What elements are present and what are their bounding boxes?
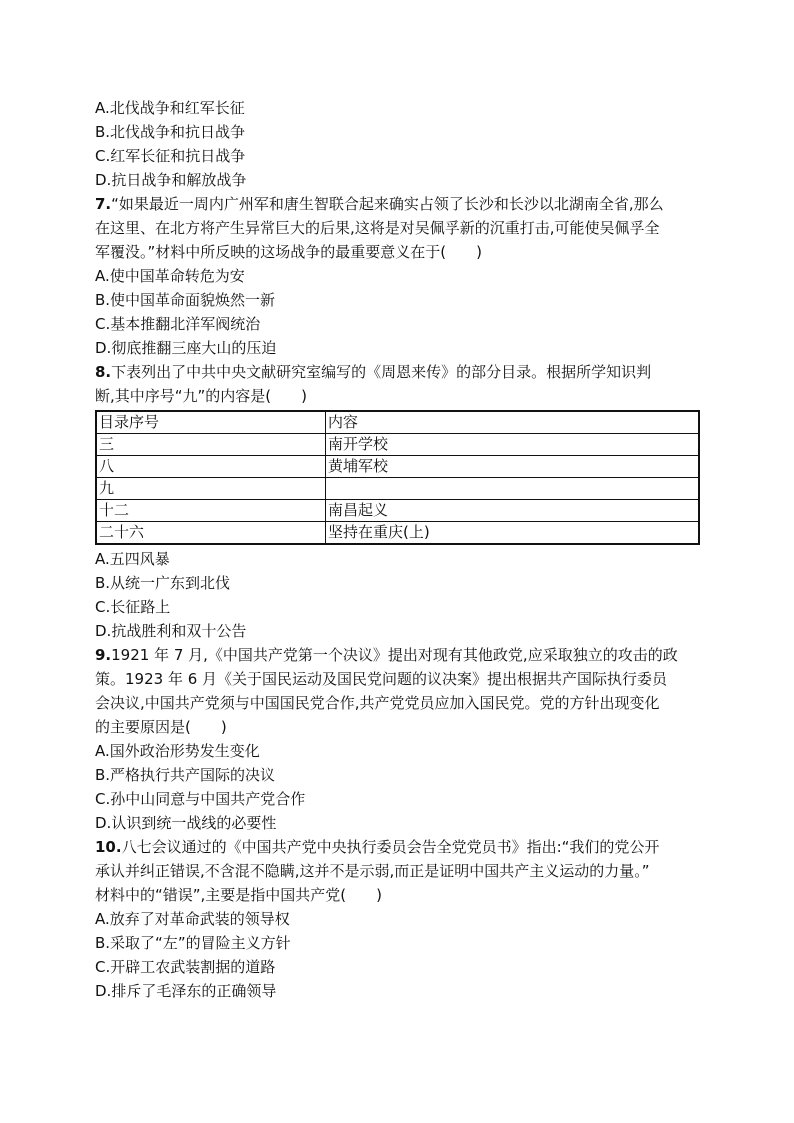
table-row [96,456,699,478]
option-c: C.孙中山同意与中国共产党合作 [95,790,306,808]
table-row [96,478,699,500]
question-stem-line: 材料中的“错误”,主要是指中国共产党( ) [95,886,383,904]
option-d: D.抗战胜利和双十公告 [95,622,247,640]
table-cell: 南昌起义 [326,500,700,522]
option-a: A.北伐战争和红军长征 [95,99,245,117]
table-cell: 黄埔军校 [326,456,700,478]
question-7 [95,192,705,360]
question-stem-line: 会决议,中国共产党须与中国国民党合作,共产党党员应加入国民党。党的方针出现变化 [95,694,660,712]
option-c: C.基本推翻北洋军阀统治 [95,315,261,333]
option-a: A.放弃了对革命武装的领导权 [95,910,290,928]
table-header-cell: 目录序号 [96,411,326,434]
table-cell: 九 [96,478,326,500]
table-row [96,500,699,522]
question-number: 7. [95,195,112,213]
question-6-options [95,96,705,192]
option-a: A.国外政治形势发生变化 [95,742,260,760]
option-a: A.使中国革命转危为安 [95,267,245,285]
table-cell [326,478,700,500]
question-8 [95,360,705,643]
table-row [96,434,699,456]
question-number: 8. [95,363,112,381]
question-stem-line: 8.下表列出了中共中央文献研究室编写的《周恩来传》的部分目录。根据所学知识判 [95,363,652,381]
option-c: C.红军长征和抗日战争 [95,147,246,165]
option-c: C.长征路上 [95,598,171,616]
question-stem-line: 策。1923 年 6 月《关于国民运动及国民党问题的议决案》提出根据共产国际执行委员 [95,670,668,688]
option-a: A.五四风暴 [95,550,170,568]
question-stem-line: 在这里、在北方将产生异常巨大的后果,这将是对吴佩孚新的沉重打击,可能使吴佩孚全 [95,219,660,237]
table-cell: 三 [96,434,326,456]
question-stem-line: 军覆没。”材料中所反映的这场战争的最重要意义在于( ) [95,243,482,261]
question-stem-line: 断,其中序号“九”的内容是( ) [95,387,308,405]
option-b: B.采取了“左”的冒险主义方针 [95,934,291,952]
exam-page [95,96,705,1003]
question-9 [95,643,705,835]
table-cell: 二十六 [96,522,326,545]
table-cell: 八 [96,456,326,478]
question-stem-line: 7.“如果最近一周内广州军和唐生智联合起来确实占领了长沙和长沙以北湖南全省,那么 [95,195,664,213]
option-b: B.使中国革命面貌焕然一新 [95,291,276,309]
question-stem-line: 10.八七会议通过的《中国共产党中央执行委员会告全党党员书》指出:“我们的党公开 [95,838,660,856]
question-stem-line: 的主要原因是( ) [95,718,227,736]
question-number: 9. [95,646,112,664]
option-b: B.严格执行共产国际的决议 [95,766,276,784]
question-10 [95,835,705,1003]
option-d: D.彻底推翻三座大山的压迫 [95,339,277,357]
option-b: B.北伐战争和抗日战争 [95,123,246,141]
table-header-row [96,411,699,434]
option-b: B.从统一广东到北伐 [95,574,231,592]
table-row [96,522,699,545]
question-stem-line: 9.1921 年 7 月,《中国共产党第一个决议》提出对现有其他政党,应采取独立的攻击的政 [95,646,678,664]
option-d: D.排斥了毛泽东的正确领导 [95,982,277,1000]
option-c: C.开辟工农武装割据的道路 [95,958,276,976]
contents-table [95,410,700,545]
question-stem-line: 承认并纠正错误,不含混不隐瞒,这并不是示弱,而正是证明中国共产主义运动的力量。” [95,862,650,880]
question-number: 10. [95,838,122,856]
option-d: D.抗日战争和解放战争 [95,171,247,189]
option-d: D.认识到统一战线的必要性 [95,814,277,832]
table-cell: 南开学校 [326,434,700,456]
table-cell: 十二 [96,500,326,522]
table-cell: 坚持在重庆(上) [326,522,700,545]
table-header-cell: 内容 [326,411,700,434]
